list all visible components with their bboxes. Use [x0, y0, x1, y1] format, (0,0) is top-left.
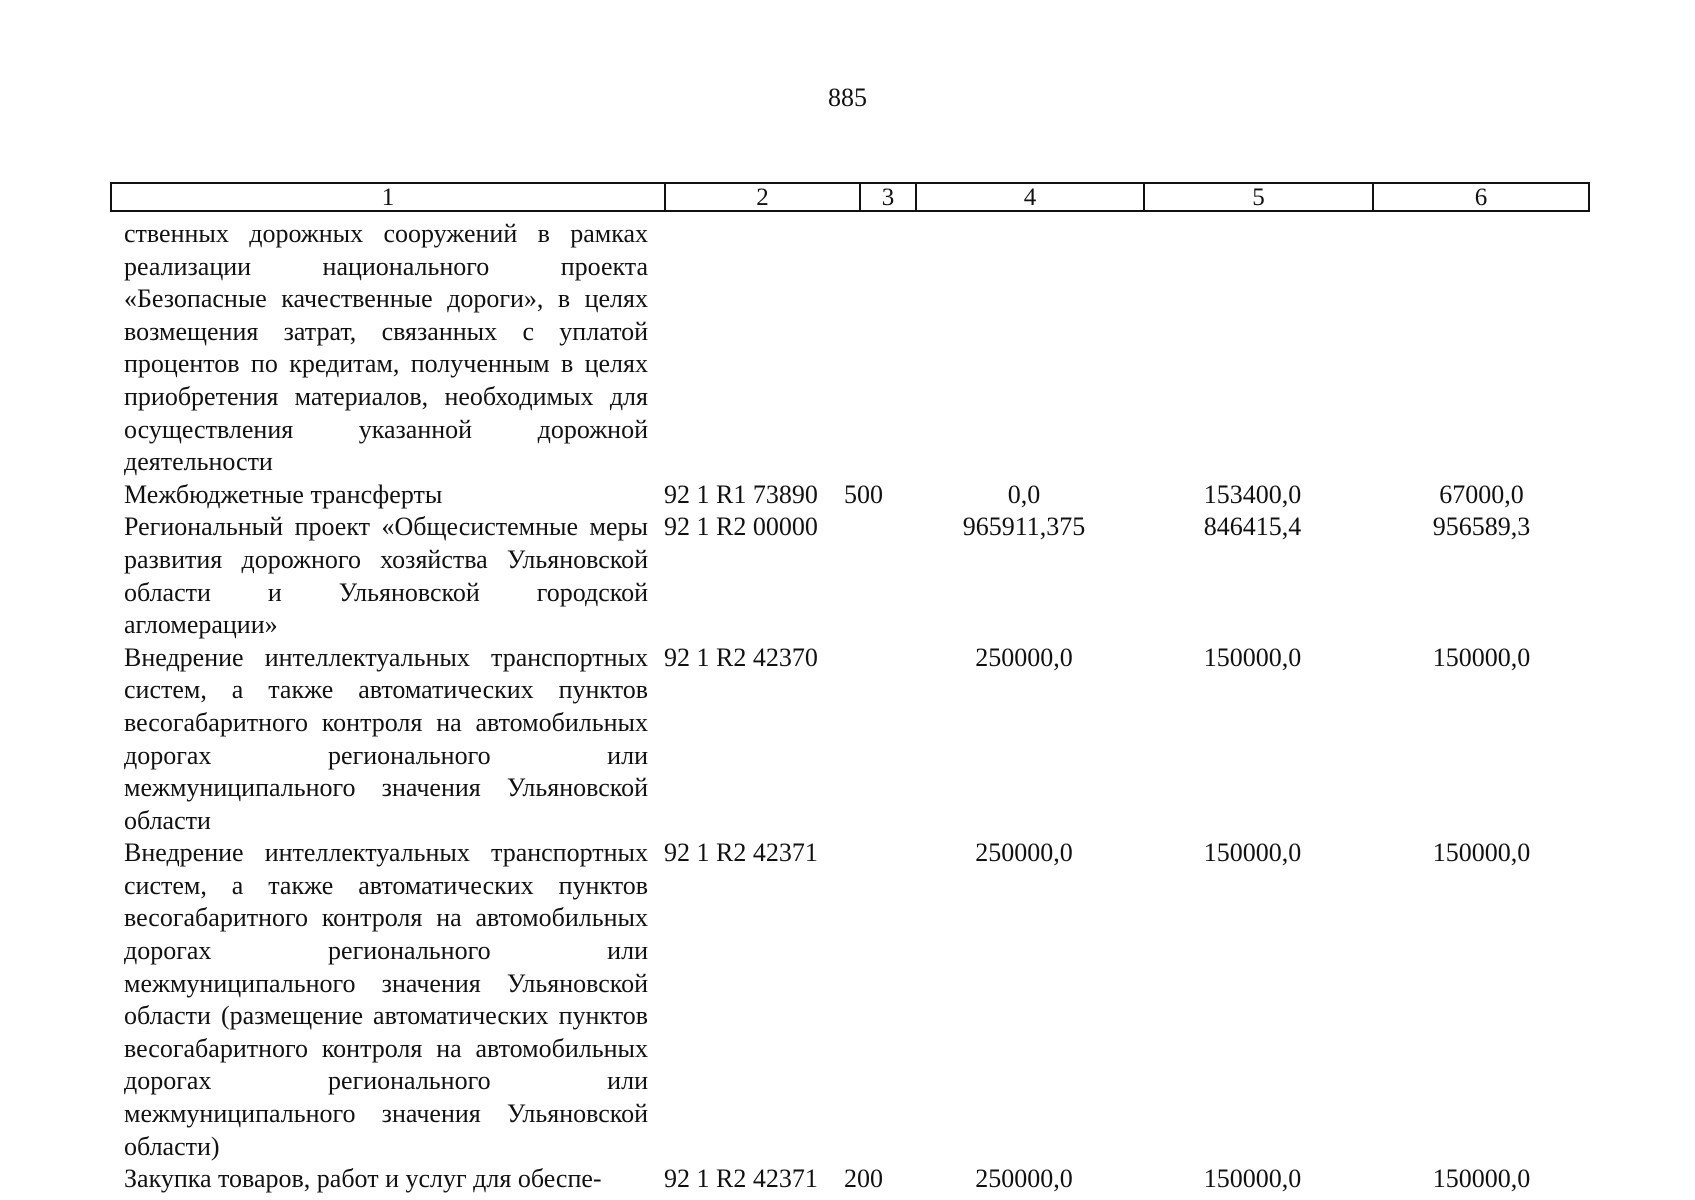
- row-name: ственных дорожных сооружений в рамках реализации национального проекта «Безопасные качественные дороги», в целях возмещения затрат, связанных с уплатой процентов по кредитам, полученным в целях приобретения материалов, необходимых для осуществления указанной дорожной деятельности: [124, 219, 648, 477]
- table-row: [124, 479, 1594, 512]
- row-value-4: [910, 218, 1138, 479]
- row-name: Межбюджетные трансферты: [124, 479, 443, 509]
- column-header: 6: [1372, 184, 1588, 211]
- row-value-4: 250000,0: [975, 1164, 1073, 1194]
- column-header: 3: [859, 184, 915, 211]
- column-header: 2: [664, 184, 859, 211]
- row-code: 92 1 R1 73890: [664, 479, 818, 509]
- table-row: [124, 511, 1594, 641]
- column-header: 5: [1143, 184, 1372, 211]
- table-body: [124, 218, 1594, 1196]
- table-row: [124, 642, 1594, 838]
- row-code: [652, 218, 842, 479]
- row-value-5: 150000,0: [1203, 838, 1302, 868]
- page-number: 885: [828, 83, 867, 112]
- row-value-6: 67000,0: [1439, 479, 1524, 509]
- table-header: [110, 182, 1590, 212]
- row-value-6: 150000,0: [1432, 642, 1531, 672]
- row-value-5: 150000,0: [1203, 1164, 1302, 1194]
- row-value-6: 956589,3: [1432, 512, 1531, 542]
- row-value-5: 153400,0: [1203, 479, 1302, 509]
- row-value-4: 250000,0: [975, 838, 1073, 868]
- row-value-4: 965911,375: [962, 512, 1086, 542]
- row-value-6: 150000,0: [1432, 1164, 1531, 1194]
- row-code: 92 1 R2 00000: [664, 512, 818, 542]
- row-name: Внедрение интеллектуальных транспортных систем, а также автоматических пунктов весогабаритного контроля на автомобильных дорогах регионального или межмуниципального значения Ульяновской области: [124, 642, 648, 835]
- column-header: 4: [915, 184, 1143, 211]
- table-row: [124, 837, 1594, 1163]
- row-name: Внедрение интеллектуальных транспортных систем, а также автоматических пунктов весогабаритного контроля на автомобильных дорогах регионального или межмуниципального значения Ульяновской области (размещение автоматических пунктов весогабаритного контроля на автомобильных дорогах регионального или межмуниципального значения Ульяновской области): [124, 838, 648, 1161]
- row-value-4: 0,0: [1007, 479, 1041, 509]
- row-expense-type: [842, 642, 910, 838]
- row-code: 92 1 R2 42371: [664, 838, 818, 868]
- row-code: 92 1 R2 42371: [664, 1164, 818, 1194]
- row-name: Закупка товаров, работ и услуг для обеспе-: [124, 1164, 602, 1194]
- row-name: Региональный проект «Общесистемные меры развития дорожного хозяйства Ульяновской области и Ульяновской городской агломерации»: [124, 512, 648, 640]
- row-code: 92 1 R2 42370: [664, 642, 818, 672]
- row-value-5: 150000,0: [1203, 642, 1302, 672]
- row-expense-type: [842, 511, 910, 641]
- row-expense-type: 200: [844, 1164, 883, 1194]
- row-value-4: 250000,0: [975, 642, 1073, 672]
- row-value-6: 150000,0: [1432, 838, 1531, 868]
- row-value-6: [1367, 218, 1586, 479]
- row-expense-type: 500: [844, 479, 883, 509]
- row-expense-type: [842, 218, 910, 479]
- table-row: [124, 1163, 1594, 1196]
- row-value-5: 846415,4: [1203, 512, 1302, 542]
- row-value-5: [1138, 218, 1367, 479]
- row-expense-type: [842, 837, 910, 1163]
- column-header: 1: [381, 184, 395, 211]
- table-row: [124, 218, 1594, 479]
